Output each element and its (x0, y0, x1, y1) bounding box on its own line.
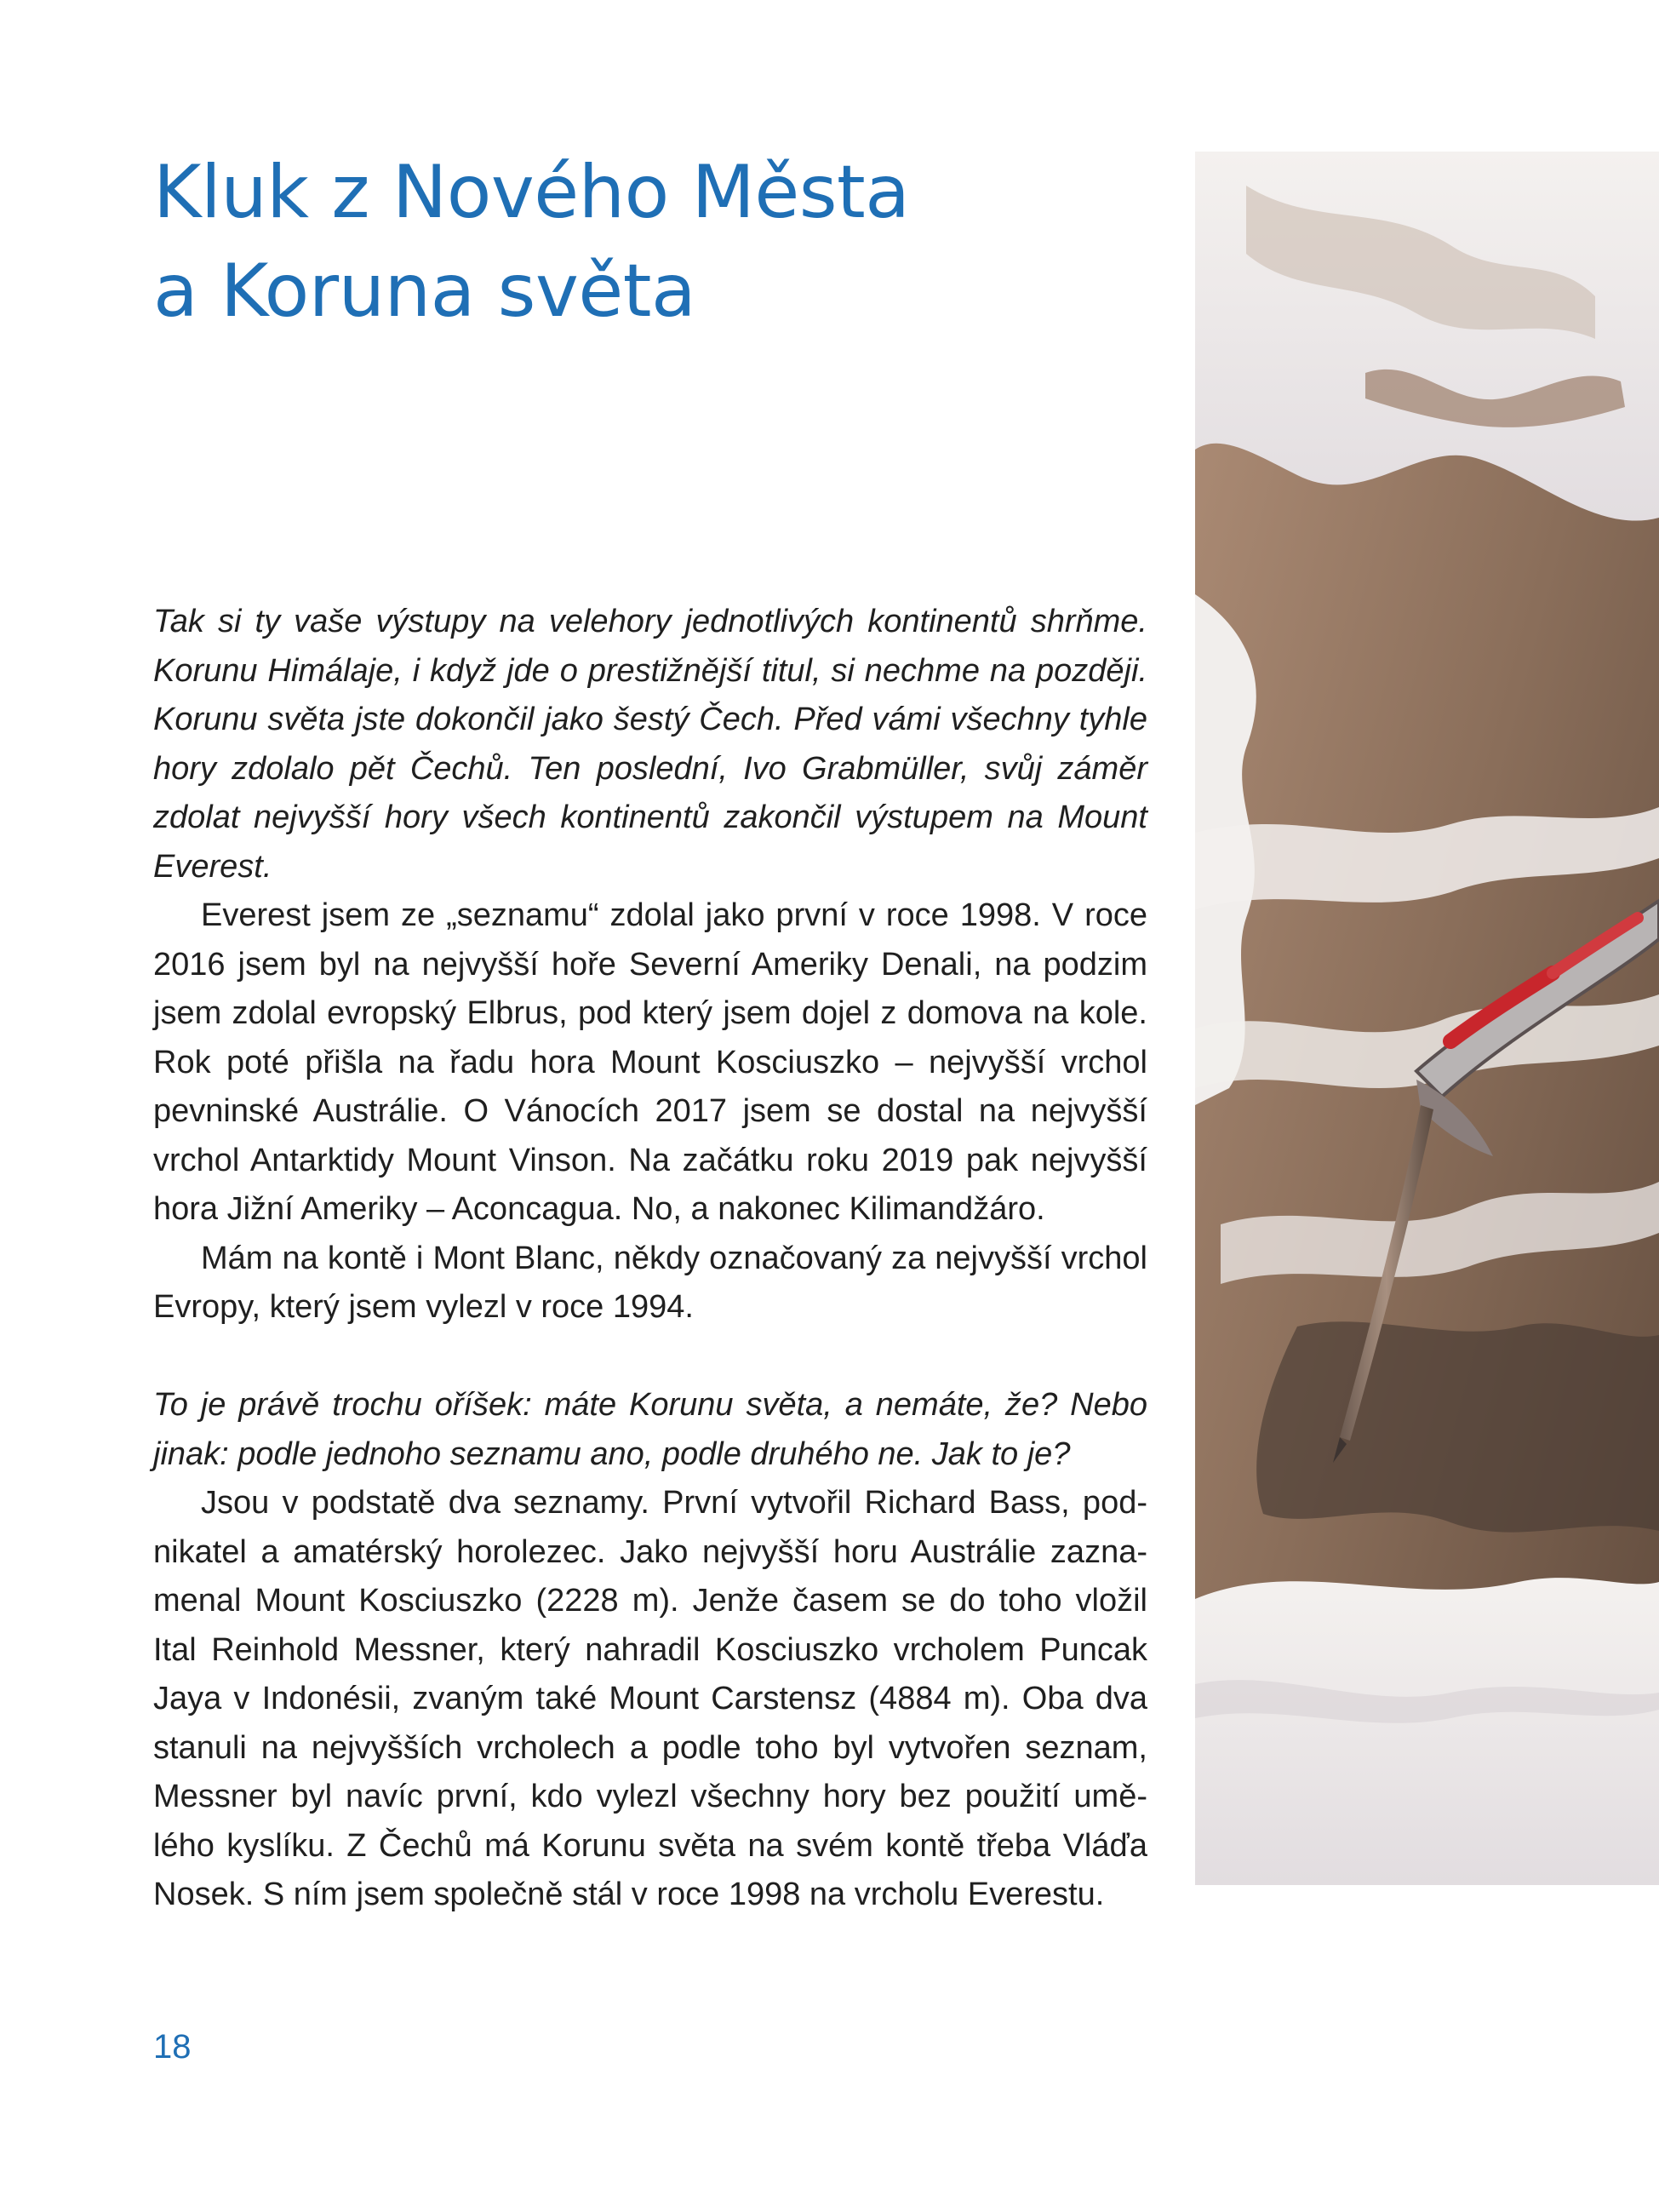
interview-question-1: Tak si ty vaše výstupy na velehory jednotlivých kontinentů shrňme. Korunu Himálaje, i když jde o prestižnější titul, si nechme na později. Korunu světa jste dokončil jako šestý Čech. Před vámi všechny tyhle hory zdolalo pět Čechů. Ten poslední, Ivo Grabmüller, svůj záměr zdolat nejvyšší hory všech kontinentů zakončil výstupem na Mount Everest. (153, 604, 1147, 885)
snow-patch (1195, 1578, 1659, 1885)
interview-answer-1: Everest jsem ze „seznamu“ zdolal jako první v roce 1998. V roce 2016 jsem byl na nejvyšší hoře Severní Ameriky Denali, na podzim jsem zdolal evropský Elbrus, pod který jsem dojel z domova na kole. Rok poté přišla na řadu hora Mount Kosciuszko – nejvyšší vrchol pevninské Austrálie. O Vánocích 2017 jsem se dostal na nejvyšší vrchol Antarktidy Mount Vinson. Na začátku roku 2019 pak nejvyšší hora Jižní Ameriky – Aconcagua. No, a nakonec Kilimandžáro. (153, 897, 1147, 1227)
mountain-photo (1195, 152, 1659, 1885)
ice-axe-photo-illustration (1195, 152, 1659, 1885)
chapter-title-line-1: Kluk z Nového Města (153, 150, 910, 235)
chapter-title (153, 143, 1158, 341)
interview-answer-2: Mám na kontě i Mont Blanc, někdy označovaný za nejvyšší vrchol Evropy, který jsem vylezl v roce 1994. (153, 1240, 1147, 1325)
article-body (153, 598, 1147, 1920)
chapter-title-line-2: a Koruna světa (153, 249, 696, 334)
interview-answer-3: Jsou v podstatě dva seznamy. První vytvořil Richard Bass, podnikatel a amatérský horolezec. Jako nejvyšší horu Austrálie zaznamenal Mount Kosciuszko (2228 m). Jenže časem se do toho vložil Ital Reinhold Messner, který nahradil Kosciuszko vrcholem Puncak Jaya v Indonésii, zvaným také Mount Carstensz (4884 m). Oba dva stanuli na nejvyšších vrcholech a podle toho byl vytvořen seznam, Messner byl navíc první, kdo vylezl všechny hory bez použití umělého kyslíku. Z Čechů má Korunu světa na svém kontě třeba Vláďa Nosek. S ním jsem společně stál v roce 1998 na vrcholu Everestu. (153, 1485, 1147, 1912)
page-number: 18 (153, 2028, 192, 2066)
interview-question-2: To je právě trochu oříšek: máte Korunu světa, a nemáte, že? Nebo jinak: podle jednoho seznamu ano, podle druhého ne. Jak to je? (153, 1387, 1147, 1472)
